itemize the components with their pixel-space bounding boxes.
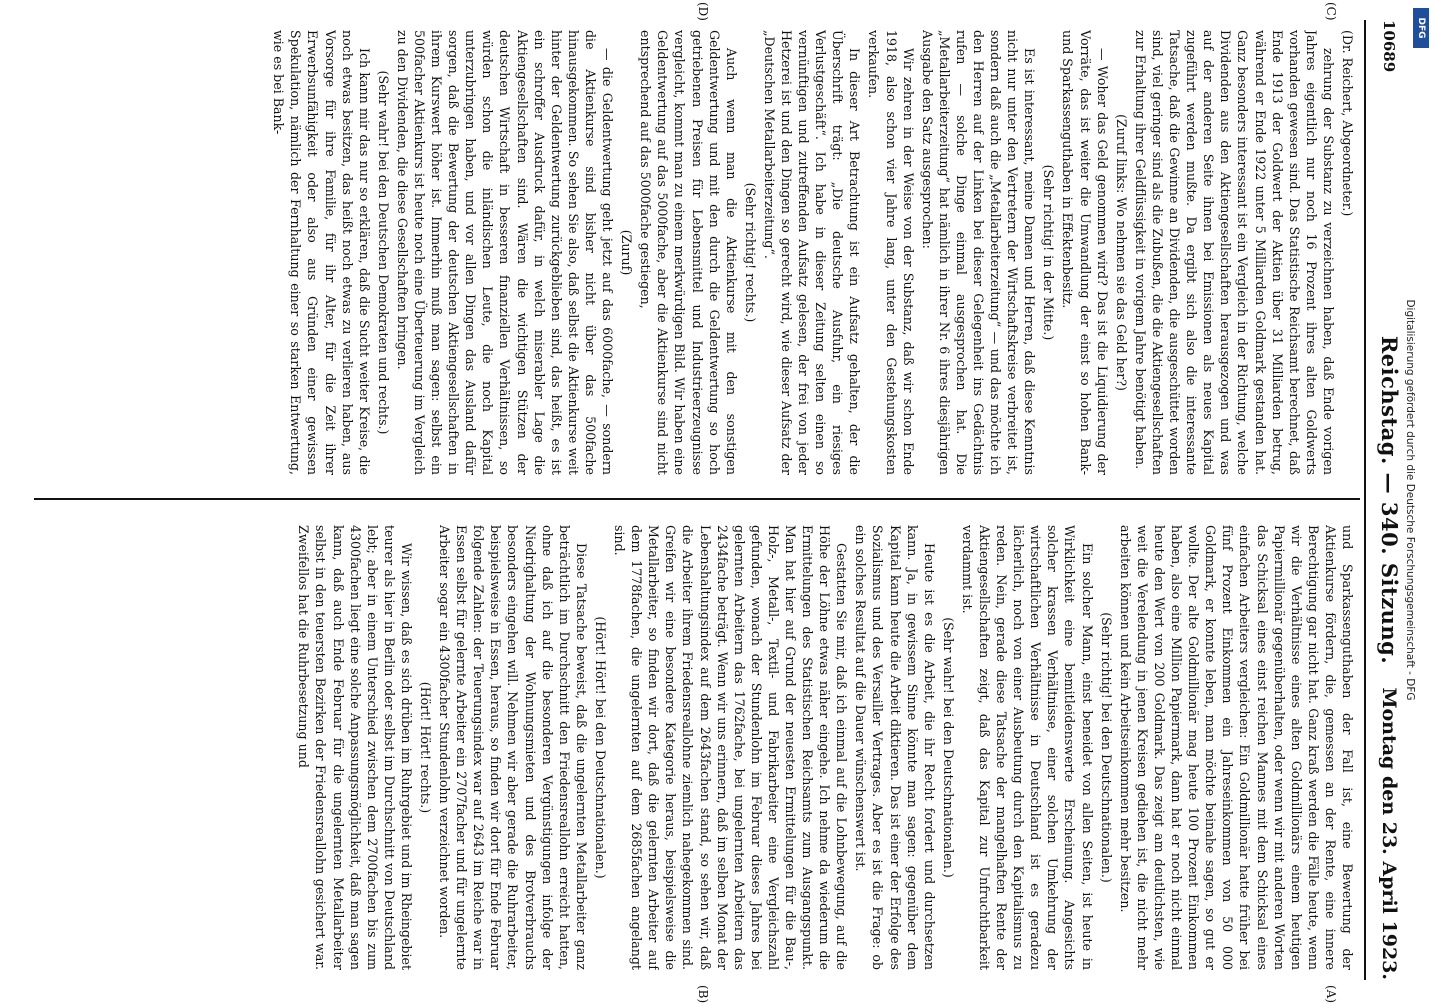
paragraph: Ich kann mir das nur so erklären, daß die Sucht weiter Kreise, die noch etwas besitzen, das heißt noch etwas zu verlieren haben, aus Vorsorge für ihre Familie, für ihr Alter, für die Zeit ihrer Erwerbsunfähigkeit oder also aus Gründen einer gewissen Spekulation, nämlich der Fernhaltung einer so starken Entwertung, wie es bei Bank- [271, 30, 372, 475]
margin-marker-a: (A) [1324, 985, 1338, 1003]
column-divider [34, 498, 1360, 500]
text-column-left [38, 30, 1356, 475]
interjection: (Sehr richtig! bei den Deutschnationalen.) [1098, 612, 1114, 883]
paragraph: Heute ist es die Arbeit, die ihr Recht fordert und durchsetzen kann. Ja, in gewissem Sinne könnte man sagen: gegenüber dem Kapital kann heute die Arbeit diktieren. Das ist einer der Erfolge des Sozialismus und des Versailler Vertrages. Aber es ist die Frage: ob ein solches Resultat auf die Dauer wünschenswert ist. [853, 525, 937, 970]
page-number: 10689 [1380, 20, 1398, 73]
dfg-logo-text: DFG [1416, 17, 1426, 39]
funding-note [1390, 10, 1430, 990]
paragraph: (Dr. Reichert, Abgeordneter.) [1340, 30, 1355, 217]
margin-marker-d: (D) [696, 2, 710, 21]
interjection: (Sehr wahr! bei den Deutschnationalen.) [940, 617, 956, 878]
paragraph: — die Geldentwertung geht jetzt auf das 6000fache, — sondern die Aktienkurse sind bisher nicht über das 500fache hinausgekommen. So sehen Sie also, daß selbst die Aktienkurse weit hinter der Geldentwertung zurückgeblieben sind, das heißt, es ist ein schroffer Ausdruck dafür, in welch miserabler Lage die Aktiengesellschaften sind. Wären die wichtigen Stützen der deutschen Wirtschaft in besseren finanziellen Verhältnissen, so würden schon die inländischen Leute, die noch Kapital unterzubringen haben, und vor allen Dingen das Ausland dafür sorgen, daß die Bewertung der deutschen Aktiengesellschaften in ihrem Kurswert höher ist. Immerhin muß man sagen: selbst ein 500facher Aktienkurs ist heute noch eine Überteuerung im Vergleich zu den Dividenden, die diese Gesellschaften bringen. [394, 30, 616, 475]
paragraph: Es ist interessant, meine Damen und Herren, daß diese Kenntnis nicht nur unter den Vertretern der Wirtschaftskreise verbreitet ist, sondern daß auch die „Metallarbeiterzeitung“ — und das möchte ich den Herren auf der Linken bei dieser Gelegenheit ins Gedächtnis rufen — solche Dinge einmal ausgesprochen hat. Die „Metallarbeiterzeitung“ hat nämlich in ihrer Nr. 6 ihres diesjährigen Ausgabe den Satz ausgesprochen: [919, 30, 1038, 475]
paragraph: Gestatten Sie mir, daß ich einmal auf die Lohnbewegung, auf die Höhe der Löhne etwas näher eingehe. Ich nehme da wiederum die Ermittelungen des Statistischen Reichsamts zum Ausgangspunkt. Man hat hier auf Grund der neuesten Ermittelungen für die Bau-, Holz-, Metall-, Textil- und Fabrikarbeiter eine Vergleichszahl gefunden, wonach der Stundenlohn im Februar dieses Jahres bei gelernten Arbeitern das 1762fache, bei ungelernten Arbeitern das 2434fache beträgt. Wenn wir uns erinnern, daß im selben Monat der Lebenshaltungsindex auf dem 2643fachen stand, so sehen wir, daß die Arbeiter ihrem Friedensreallohne ziemlich nahegekommen sind. Greifen wir eine besondere Kategorie heraus, beispielsweise die Metallarbeiter, so finden wir dort, daß die gelernten Arbeiter auf dem 1778fachen, die ungelernten auf dem 2685fachen angelangt sind. [612, 525, 850, 970]
funding-note-text: Digitalisierung gefördert durch die Deutsche Forschungsgemeinschaft - DFG [1404, 299, 1416, 701]
paragraph: und Sparkassenguthaben der Fall ist, eine Bewertung der Aktienkurse fördern, die, gemessen an der Rente, eine innere Berechtigung gar nicht hat. Ganz kraß werden die Fälle heute, wenn wir die Verhältnisse eines alten Goldmillionärs einem heutigen Papiermillionär gegenüberhalten, oder wenn wir mit anderen Worten das Schicksal eines einst reichen Mannes mit dem Schicksal eines einfachen Arbeiters vergleichen: Ein Goldmillionär hatte früher bei fünf Prozent Einkommen ein Jahreseinkommen von 50 000 Goldmark, er konnte leben, man möchte beinahe sagen, so gut er wollte. Der alte Goldmillionär mag heute 100 Prozent Einkommen haben, also eine Million Papiermark, dann hat er noch nicht einmal heute den Wert von 200 Goldmark. Das zeigt am deutlichsten, wie weit die Verelendung in jenen Kreisen gediehen ist, die nicht mehr arbeiten können und kein Arbeitseinkommen mehr besitzen. [1117, 525, 1355, 970]
paragraph: Wir zehren in der Weise von der Substanz, daß wir schon Ende 1918, also schon vier Jahre lang, unter den Gestehungskosten verkaufen. [866, 30, 916, 475]
paragraph: In dieser Art Betrachtung ist ein Aufsatz gehalten, der die Überschrift trägt: „Die deutsche Ausfuhr, ein riesiges Verlustgeschäft“. Ich habe in dieser Zeitung selten einen so vernünftigen und zutreffenden Aufsatz gelesen, der frei von jeder Hetzerei ist und den Dingen so gerecht wird, wie dieser Aufsatz der „Deutschen Metallarbeiterzeitung“. [761, 30, 863, 475]
interjection: (Zuruf) [619, 229, 635, 276]
interjection: (Sehr wahr! bei den Deutschen Demokraten und rechts.) [375, 70, 391, 435]
session-date: Montag den 23. April 1923. [1378, 687, 1400, 980]
text-column-right [38, 525, 1356, 970]
interjection: (Hört! Hört! bei den Deutschnationalen.) [592, 616, 608, 879]
paragraph: Auch wenn man die Aktienkurse mit den sonstigen Geldentwertung und mit den durch die Geldentwertung so hoch getriebenen Preisen für Lebensmittel und Industrieerzeugnisse vergleicht, kommt man zu einem merkwürdigen Bild. Wir haben eine Geldentwertung auf das 5000fache, aber die Aktienkurse sind nicht entsprechend auf das 5000fache gestiegen, [638, 30, 739, 475]
interjection: (Hört! Hört! rechts.) [418, 681, 434, 814]
interjection: (Zuruf links: Wo nehmen sie das Geld her?) [1113, 114, 1129, 391]
margin-marker-b: (B) [696, 985, 710, 1003]
paragraph: Wir wissen, daß es sich drüben im Ruhrgebiet und im Rheingebiet teurer als hier in Berlin oder selbst im Durchschnitt von Deutschland lebt; aber in einem Unterschied zwischen dem 2700fachen bis zum 4300fachen liegt eine solche Anpassungsmöglichkeit, daß man sagen kann, daß auch Ende Februar für die ungelernten Metallarbeiter selbst in den teuersten Bezirken der Friedensreallohn gesichert war. Zweifellos hat die Ruhrbesetzung und [296, 525, 414, 970]
paragraph: zehrung der Substanz zu verzeichnen haben, daß Ende vorigen Jahres eigentlich nur noch 16 Prozent ihres alten Goldwerts vorhanden gewesen sind. Das Statistische Reichsamt berechnet, daß Ende 1913 der Goldwert der Aktien über 31 Milliarden betrug, während er Ende 1922 unter 5 Milliarden Goldmark gestanden hat. Ganz besonders interessant ist ein Vergleich in der Richtung, welche Dividenden aus den Aktiengesellschaften herausgezogen und was auf der anderen Seite ihnen bei Emissionen als neues Kapital zugeführt werden mußte. Da ergibt sich also die interessante Tatsache, daß die Gewinne an Dividenden, die ausgeschüttet worden sind, viel geringer sind als die Zubußen, die die Aktiengesellschaften zur Erhaltung ihrer Geldflüssigkeit in vorigem Jahre benötigt haben. [1132, 30, 1336, 475]
paragraph: — Woher das Geld genommen wird? Das ist die Liquidierung der Vorräte, das ist weiter die Umwandlung der einst so hohen Bank- und Sparkassenguthaben in Effektenbesitz. [1060, 30, 1110, 475]
interjection: (Sehr richtig! rechts.) [742, 182, 758, 323]
rotated-page [30, 2, 1410, 1003]
page-title: Reichstag. — 340. Sitzung. [1377, 335, 1402, 665]
interjection: (Sehr richtig! in der Mitte.) [1041, 164, 1057, 341]
dfg-logo [1413, 8, 1429, 48]
paragraph: Diese Tatsache beweist, daß die ungelernten Metallarbeiter ganz beträchtlich im Durchschnitt den Friedensreallohn erreicht hatten, ohne daß ich auf die besonderen Vergünstigungen infolge der Niedrighaltung der Wohnungsmieten und des Brotverbrauchs besonders eingehen will. Nehmen wir aber gerade die Ruhrarbeiter, beispielsweise in Essen, heraus, so finden wir dort für Ende Februar folgende Zahlen: der Teuerungsindex war auf 2643 im Reiche war in Essen selbst für gelernte Arbeiter ein 2707facher und für ungelernte Arbeiter sogar ein 4300facher Stundenlohn verzeichnet worden. [437, 525, 589, 970]
margin-marker-c: (C) [1324, 2, 1338, 21]
paragraph: Ein solcher Mann, einst beneidet von allen Seiten, ist heute in Wirklichkeit eine bemitleidenswerte Erscheinung. Angesichts solcher krassen Verhältnisse, einer solchen Umkehrung der wirtschaftlichen Verhältnisse in Deutschland ist es geradezu lächerlich, noch von einer Ausbeutung durch den Kapitalismus zu reden. Nein, gerade diese Tatsache der mangelhaften Rente der Aktiengesellschaften zeigt, daß das Kapital zur Unfruchtbarkeit verdammt ist. [959, 525, 1095, 970]
